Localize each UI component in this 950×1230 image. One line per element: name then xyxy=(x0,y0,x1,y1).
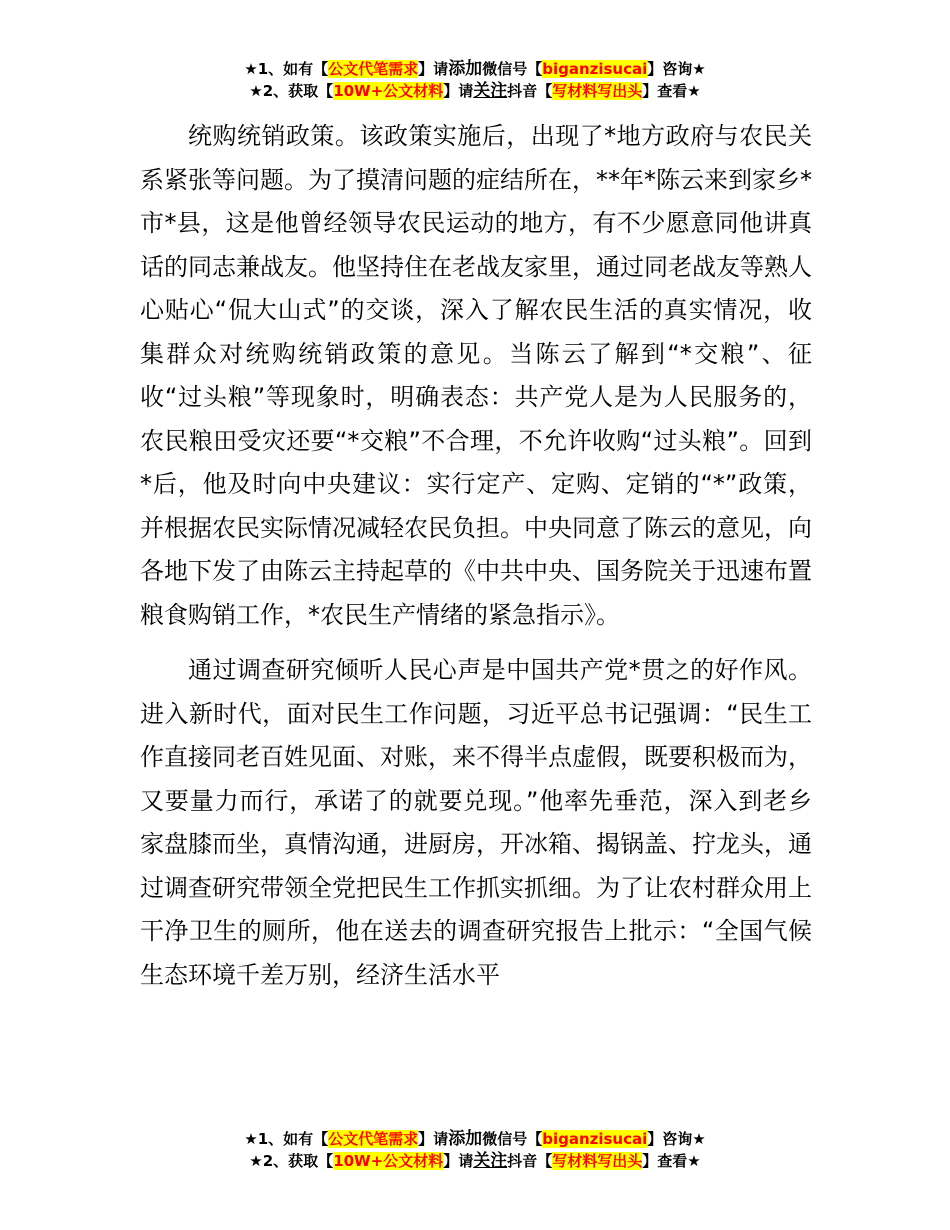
footer-line-1-text: 】请 xyxy=(418,1130,449,1148)
footer-line-2-text: 】请 xyxy=(443,1152,474,1170)
header-line-1-text: 】请 xyxy=(418,60,449,78)
header-line-2 xyxy=(0,80,950,102)
footer-line-1-suffix: 】咨询★ xyxy=(647,1130,706,1148)
footer-line-1 xyxy=(0,1128,950,1150)
header-line-1-text-2: 微信号【 xyxy=(482,60,543,78)
header-line-1 xyxy=(0,58,950,80)
footer-highlight-douyin-account: 写材料写出头 xyxy=(552,1152,643,1170)
document-body xyxy=(140,115,812,997)
paragraph-2: 通过调查研究倾听人民心声是中国共产党*贯之的好作风。进入新时代，面对民生工作问题，习近平总书记强调：“民生工作直接同老百姓见面、对账，来不得半点虚假，既要积极而为，又要量力而行，承诺了的就要兑现。”他率先垂范，深入到老乡家盘膝而坐，真情沟通，进厨房，开冰箱、揭锅盖、拧龙头，通过调查研究带领全党把民生工作抓实抓细。为了让农村群众用上干净卫生的厕所，他在送去的调查研究报告上批示：“全国气候生态环境千差万别，经济生活水平 xyxy=(140,656,812,989)
footer-line-2-suffix: 】查看★ xyxy=(642,1152,701,1170)
footer-highlight-wechat-id: biganzisucai xyxy=(542,1130,648,1148)
paragraph-1: 统购统销政策。该政策实施后，出现了*地方政府与农民关系紧张等问题。为了摸清问题的症结所在，**年*陈云来到家乡*市*县，这是他曾经领导农民运动的地方，有不少愿意同他讲真话的同志兼战友。他坚持住在老战友家里，通过同老战友等熟人心贴心“侃大山式”的交谈，深入了解农民生活的真实情况，收集群众对统购统销政策的意见。当陈云了解到“*交粮”、征收“过头粮”等现象时，明确表态：共产党人是为人民服务的，农民粮田受灾还要“*交粮”不合理，不允许收购“过头粮”。回到*后，他及时向中央建议：实行定产、定购、定销的“*”政策，并根据农民实际情况减轻农民负担。中央同意了陈云的意见，向各地下发了由陈云主持起草的《中共中央、国务院关于迅速布置粮食购销工作，*农民生产情绪的紧急指示》。 xyxy=(140,122,812,629)
footer-line-2-text-2: 抖音【 xyxy=(507,1152,553,1170)
footer-banner xyxy=(0,1128,950,1172)
footer-highlight-materials: 10W+公文材料 xyxy=(333,1152,444,1170)
header-line-2-suffix: 】查看★ xyxy=(642,82,701,100)
header-highlight-writing-service: 公文代笔需求 xyxy=(328,60,419,78)
header-emphasis-follow: 关注 xyxy=(473,81,508,101)
header-line-2-prefix: ★2、获取【 xyxy=(249,82,334,100)
header-banner xyxy=(0,58,950,102)
header-line-1-suffix: 】咨询★ xyxy=(647,60,706,78)
footer-emphasis-follow: 关注 xyxy=(473,1151,508,1171)
footer-highlight-writing-service: 公文代笔需求 xyxy=(328,1130,419,1148)
header-highlight-wechat-id: biganzisucai xyxy=(542,60,648,78)
header-line-1-prefix: ★1、如有【 xyxy=(244,60,329,78)
header-highlight-materials: 10W+公文材料 xyxy=(333,82,444,100)
footer-emphasis-add: 添加 xyxy=(448,1129,483,1149)
footer-line-2 xyxy=(0,1150,950,1172)
footer-line-2-prefix: ★2、获取【 xyxy=(249,1152,334,1170)
header-emphasis-add: 添加 xyxy=(448,59,483,79)
footer-line-1-text-2: 微信号【 xyxy=(482,1130,543,1148)
footer-line-1-prefix: ★1、如有【 xyxy=(244,1130,329,1148)
header-highlight-douyin-account: 写材料写出头 xyxy=(552,82,643,100)
header-line-2-text: 】请 xyxy=(443,82,474,100)
header-line-2-text-2: 抖音【 xyxy=(507,82,553,100)
